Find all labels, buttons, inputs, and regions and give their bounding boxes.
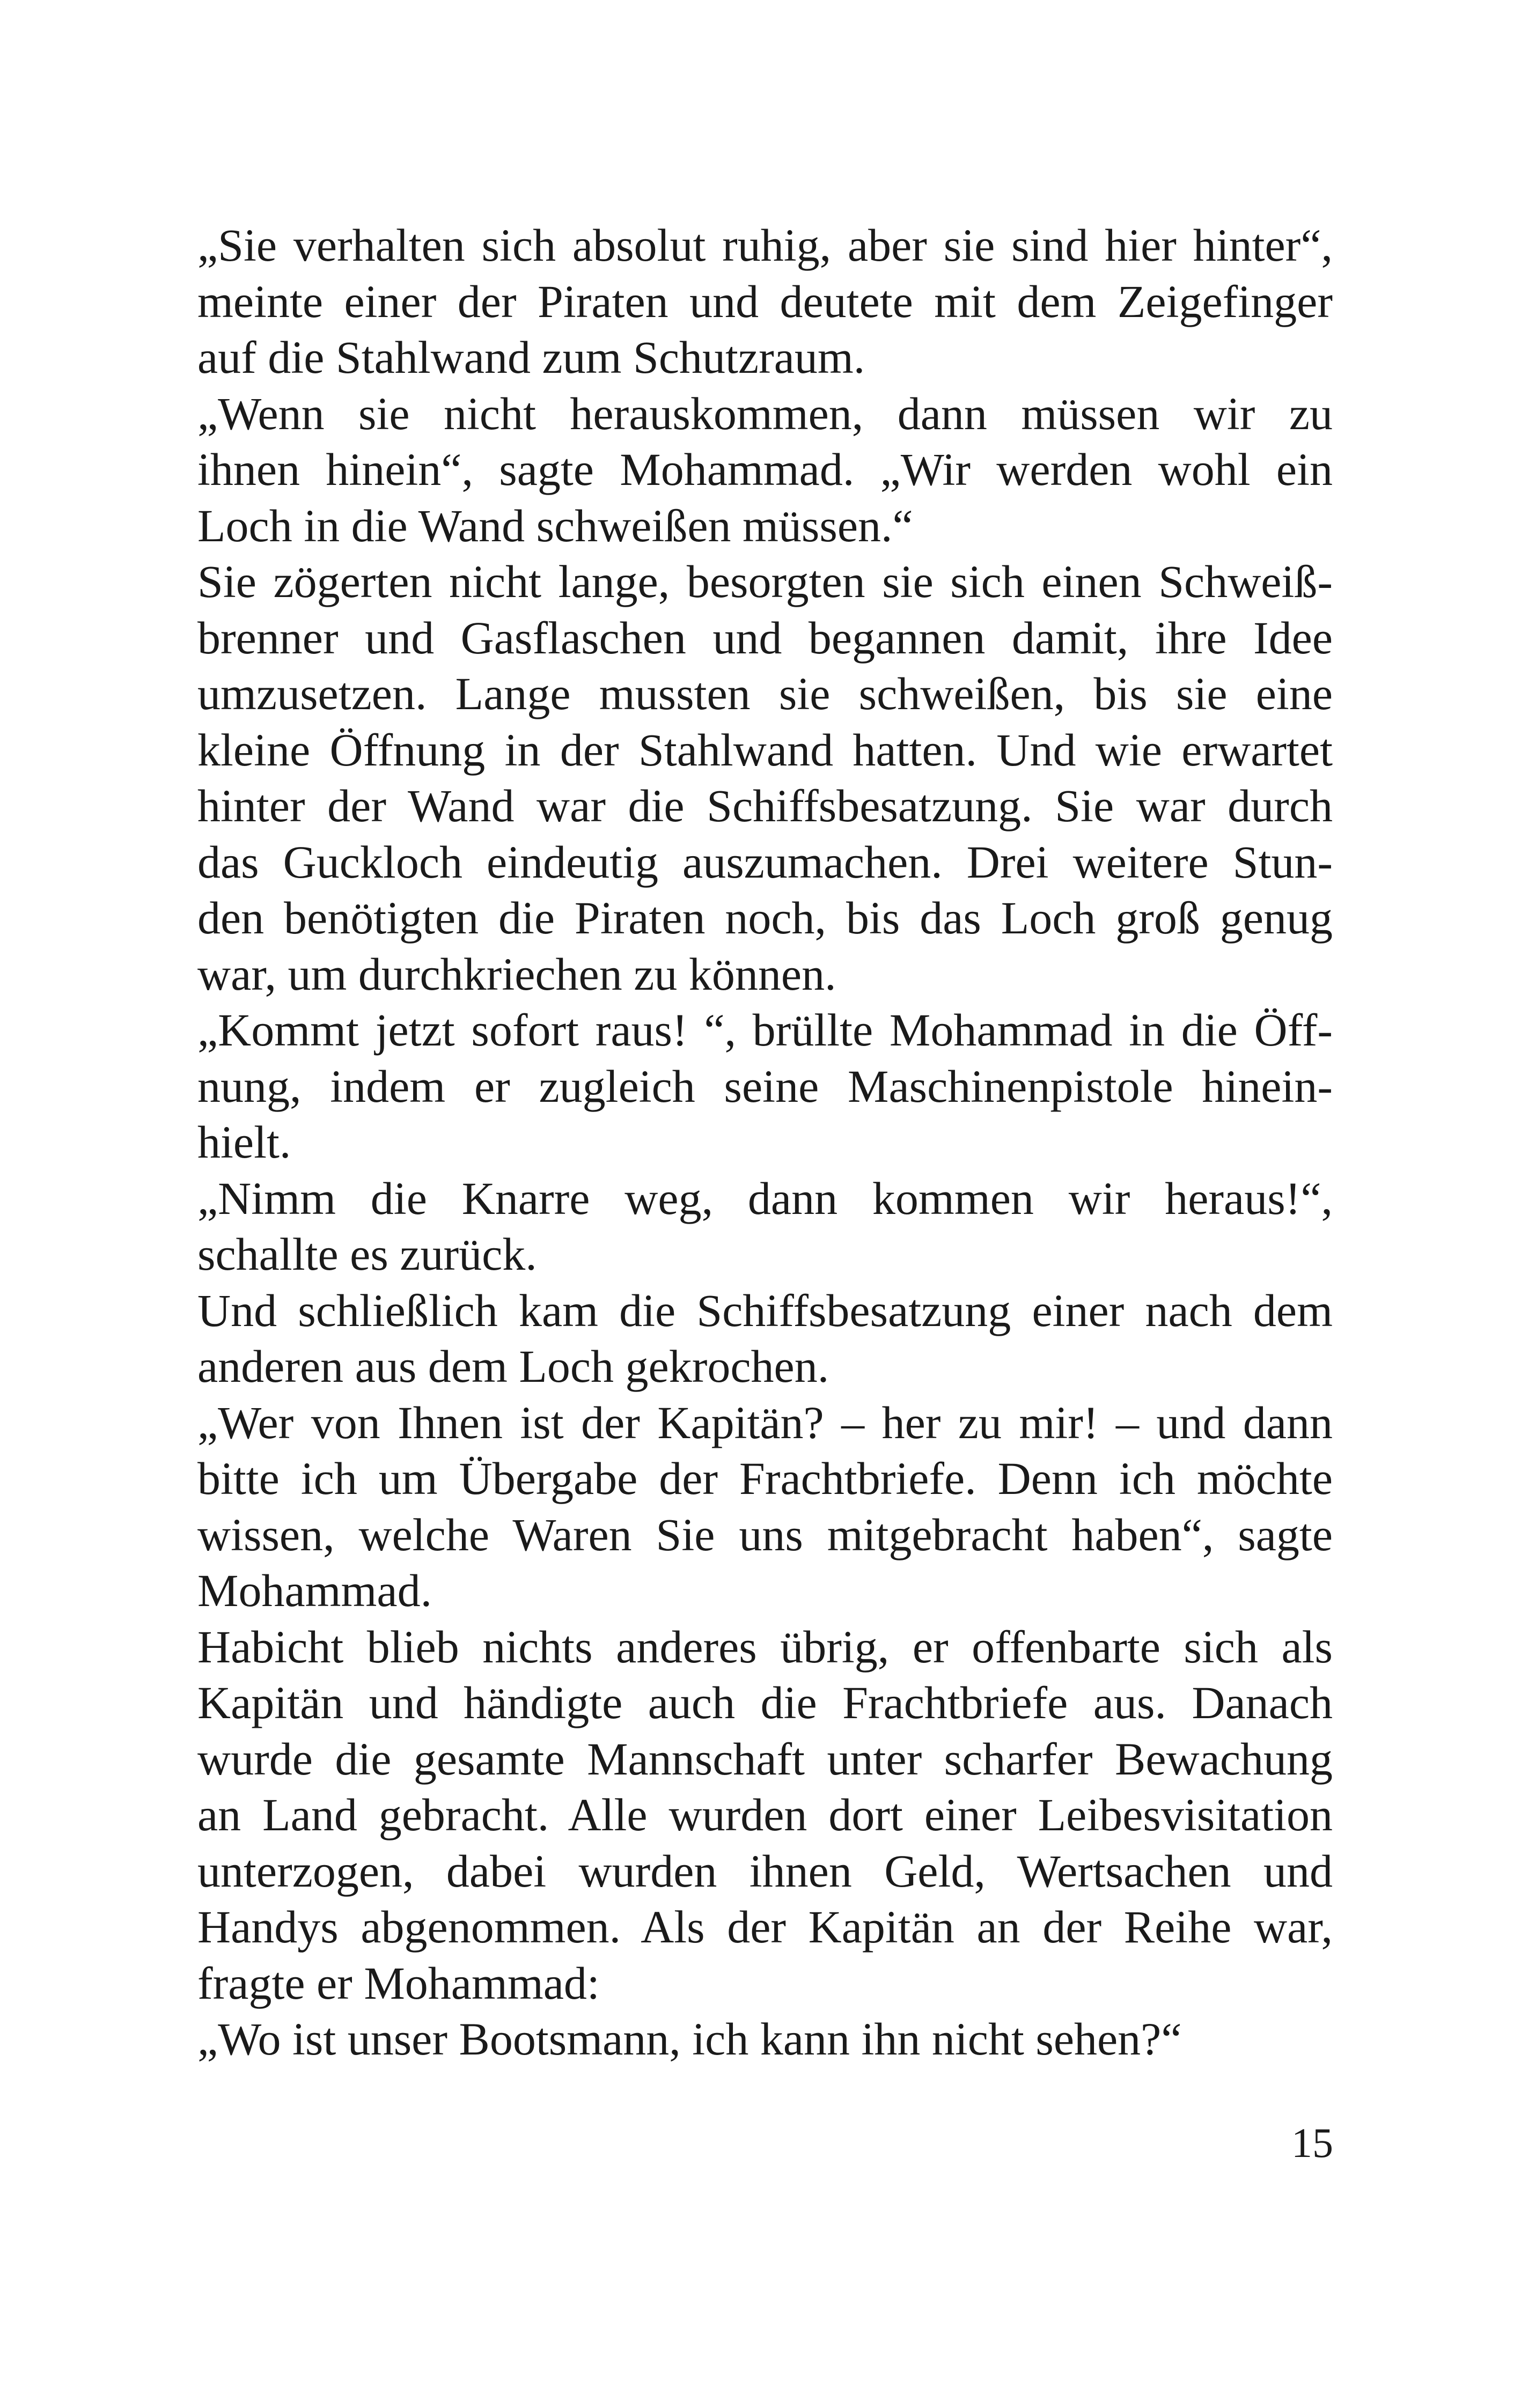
text-line: „Kommt jetzt sofort raus! “, brüllte Mohammad in die Öff- bbox=[197, 1004, 1333, 1056]
text-line: brenner und Gasflaschen und begannen damit, ihre Idee bbox=[197, 612, 1333, 664]
text-line: Habicht blieb nichts anderes übrig, er offenbarte sich als bbox=[197, 1621, 1333, 1673]
text-line: Kapitän und händigte auch die Frachtbriefe aus. Danach bbox=[197, 1677, 1333, 1728]
text-line: „Wer von Ihnen ist der Kapitän? – her zu mir! – und dann bbox=[197, 1396, 1333, 1448]
text-line: meinte einer der Piraten und deutete mit dem Zeigefinger bbox=[197, 275, 1333, 327]
text-line: wurde die gesamte Mannschaft unter scharfer Bewachung bbox=[197, 1733, 1333, 1785]
body-text bbox=[197, 217, 1333, 2067]
text-line: Sie zögerten nicht lange, besorgten sie sich einen Schweiß- bbox=[197, 556, 1333, 607]
text-line: „Sie verhalten sich absolut ruhig, aber sie sind hier hinter“, bbox=[197, 219, 1333, 271]
text-line: nung, indem er zugleich seine Maschinenpistole hinein- bbox=[197, 1060, 1333, 1112]
text-line: auf die Stahlwand zum Schutzraum. bbox=[197, 332, 865, 383]
text-line: hinter der Wand war die Schiffsbesatzung. Sie war durch bbox=[197, 780, 1333, 831]
text-line: anderen aus dem Loch gekrochen. bbox=[197, 1341, 829, 1392]
text-line: Und schließlich kam die Schiffsbesatzung einer nach dem bbox=[197, 1284, 1333, 1336]
text-line: schallte es zurück. bbox=[197, 1228, 537, 1280]
text-line: war, um durchkriechen zu können. bbox=[197, 948, 836, 1000]
text-line: hielt. bbox=[197, 1116, 291, 1168]
text-line: „Nimm die Knarre weg, dann kommen wir heraus!“, bbox=[197, 1172, 1333, 1224]
text-line: kleine Öffnung in der Stahlwand hatten. Und wie erwartet bbox=[197, 724, 1333, 776]
text-line: ihnen hinein“, sagte Mohammad. „Wir werden wohl ein bbox=[197, 444, 1333, 495]
text-line: „Wenn sie nicht herauskommen, dann müssen wir zu bbox=[197, 387, 1333, 439]
text-line: den benötigten die Piraten noch, bis das Loch groß genug bbox=[197, 892, 1333, 944]
text-line: an Land gebracht. Alle wurden dort einer Leibesvisitation bbox=[197, 1789, 1333, 1840]
text-line: Handys abgenommen. Als der Kapitän an der Reihe war, bbox=[197, 1901, 1333, 1953]
text-line: das Guckloch eindeutig auszumachen. Drei weitere Stun- bbox=[197, 836, 1333, 888]
page-number: 15 bbox=[1291, 2119, 1333, 2166]
text-line: umzusetzen. Lange mussten sie schweißen, bis sie eine bbox=[197, 668, 1333, 719]
text-line: Loch in die Wand schweißen müssen.“ bbox=[197, 499, 913, 551]
text-line: unterzogen, dabei wurden ihnen Geld, Wertsachen und bbox=[197, 1845, 1333, 1897]
text-line: bitte ich um Übergabe der Frachtbriefe. Denn ich möchte bbox=[197, 1453, 1333, 1504]
text-line: fragte er Mohammad: bbox=[197, 1957, 600, 2009]
text-line: Mohammad. bbox=[197, 1565, 432, 1616]
text-line: „Wo ist unser Bootsmann, ich kann ihn nicht sehen?“ bbox=[197, 2013, 1182, 2065]
text-line: wissen, welche Waren Sie uns mitgebracht haben“, sagte bbox=[197, 1508, 1333, 1560]
